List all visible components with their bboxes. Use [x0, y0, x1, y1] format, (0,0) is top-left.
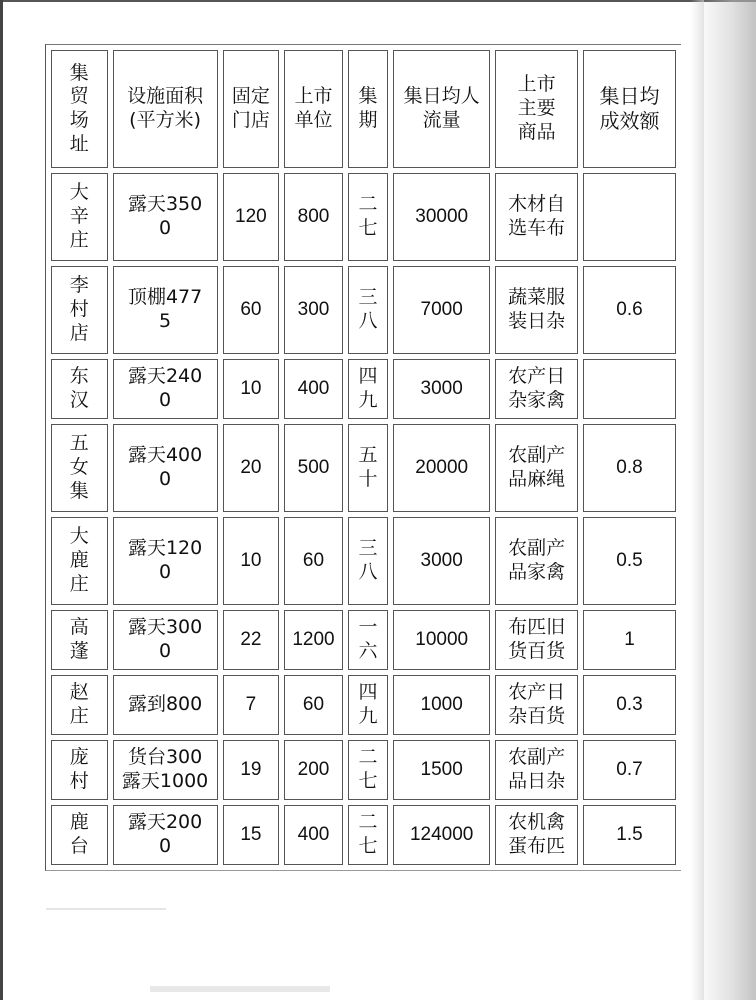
cell-site: 李村店 — [51, 266, 108, 354]
cell-period: 五十 — [348, 424, 388, 512]
cell-period: 二七 — [348, 173, 388, 261]
cell-goods: 木材自选车布 — [495, 173, 578, 261]
cell-site: 东汉 — [51, 359, 108, 419]
cell-turnover: 0.7 — [583, 740, 676, 800]
cell-turnover — [583, 173, 676, 261]
cell-facility: 露天2000 — [113, 805, 218, 865]
cell-turnover: 0.8 — [583, 424, 676, 512]
cell-traffic: 3000 — [393, 359, 490, 419]
table-row — [51, 740, 676, 800]
cell-period: 二七 — [348, 805, 388, 865]
cell-facility: 露到800 — [113, 675, 218, 735]
table-row — [51, 424, 676, 512]
cell-site: 大鹿庄 — [51, 517, 108, 605]
cell-turnover: 1.5 — [583, 805, 676, 865]
page-left-edge — [0, 0, 3, 1000]
faint-scan-mark — [46, 908, 166, 910]
cell-stores: 7 — [223, 675, 280, 735]
cell-stores: 10 — [223, 517, 280, 605]
cell-goods: 布匹旧货百货 — [495, 610, 578, 670]
table-row — [51, 517, 676, 605]
cell-goods: 农副产品家禽 — [495, 517, 578, 605]
cell-site: 高蓬 — [51, 610, 108, 670]
cell-facility: 露天2400 — [113, 359, 218, 419]
header-goods: 上市主要商品 — [495, 50, 578, 168]
cell-goods: 农产日杂家禽 — [495, 359, 578, 419]
cell-period: 二七 — [348, 740, 388, 800]
header-turnover: 集日均成效额 — [583, 50, 676, 168]
cell-traffic: 30000 — [393, 173, 490, 261]
cell-stores: 19 — [223, 740, 280, 800]
cell-units: 60 — [284, 675, 343, 735]
cell-period: 四九 — [348, 359, 388, 419]
table-row — [51, 675, 676, 735]
cell-units: 800 — [284, 173, 343, 261]
cell-site: 鹿台 — [51, 805, 108, 865]
cell-units: 300 — [284, 266, 343, 354]
cell-facility: 露天1200 — [113, 517, 218, 605]
cell-site: 庞村 — [51, 740, 108, 800]
cell-stores: 20 — [223, 424, 280, 512]
cell-period: 三八 — [348, 517, 388, 605]
bottom-scan-smudge — [150, 986, 330, 992]
table-row — [51, 266, 676, 354]
cell-facility: 货台300 露天1000 — [113, 740, 218, 800]
cell-site: 赵庄 — [51, 675, 108, 735]
cell-stores: 22 — [223, 610, 280, 670]
cell-turnover — [583, 359, 676, 419]
cell-traffic: 3000 — [393, 517, 490, 605]
cell-stores: 10 — [223, 359, 280, 419]
cell-units: 1200 — [284, 610, 343, 670]
cell-turnover: 0.3 — [583, 675, 676, 735]
table-row — [51, 805, 676, 865]
header-traffic: 集日均人流量 — [393, 50, 490, 168]
cell-traffic: 1500 — [393, 740, 490, 800]
cell-site: 大辛庄 — [51, 173, 108, 261]
page-top-edge — [0, 0, 756, 2]
header-units: 上市单位 — [284, 50, 343, 168]
cell-units: 400 — [284, 359, 343, 419]
market-table — [45, 44, 681, 871]
cell-units: 200 — [284, 740, 343, 800]
cell-site: 五女集 — [51, 424, 108, 512]
cell-facility: 露天4000 — [113, 424, 218, 512]
cell-turnover: 1 — [583, 610, 676, 670]
cell-goods: 农副产品麻绳 — [495, 424, 578, 512]
header-site: 集贸场址 — [51, 50, 108, 168]
cell-turnover: 0.5 — [583, 517, 676, 605]
cell-traffic: 124000 — [393, 805, 490, 865]
cell-traffic: 1000 — [393, 675, 490, 735]
cell-goods: 农机禽蛋布匹 — [495, 805, 578, 865]
table-row — [51, 610, 676, 670]
cell-stores: 120 — [223, 173, 280, 261]
page-right-shadow — [696, 0, 756, 1000]
cell-goods: 农副产品日杂 — [495, 740, 578, 800]
table-row — [51, 173, 676, 261]
cell-units: 60 — [284, 517, 343, 605]
cell-facility: 顶棚4775 — [113, 266, 218, 354]
cell-period: 四九 — [348, 675, 388, 735]
cell-goods: 蔬菜服装日杂 — [495, 266, 578, 354]
cell-facility: 露天3000 — [113, 610, 218, 670]
cell-turnover: 0.6 — [583, 266, 676, 354]
cell-units: 500 — [284, 424, 343, 512]
cell-traffic: 10000 — [393, 610, 490, 670]
cell-stores: 15 — [223, 805, 280, 865]
header-row — [51, 50, 676, 168]
header-stores: 固定门店 — [223, 50, 280, 168]
cell-goods: 农产日杂百货 — [495, 675, 578, 735]
cell-stores: 60 — [223, 266, 280, 354]
cell-period: 一六 — [348, 610, 388, 670]
cell-facility: 露天3500 — [113, 173, 218, 261]
cell-period: 三八 — [348, 266, 388, 354]
header-period: 集期 — [348, 50, 388, 168]
cell-units: 400 — [284, 805, 343, 865]
cell-traffic: 20000 — [393, 424, 490, 512]
cell-traffic: 7000 — [393, 266, 490, 354]
header-facility: 设施面积(平方米) — [113, 50, 218, 168]
table-row — [51, 359, 676, 419]
